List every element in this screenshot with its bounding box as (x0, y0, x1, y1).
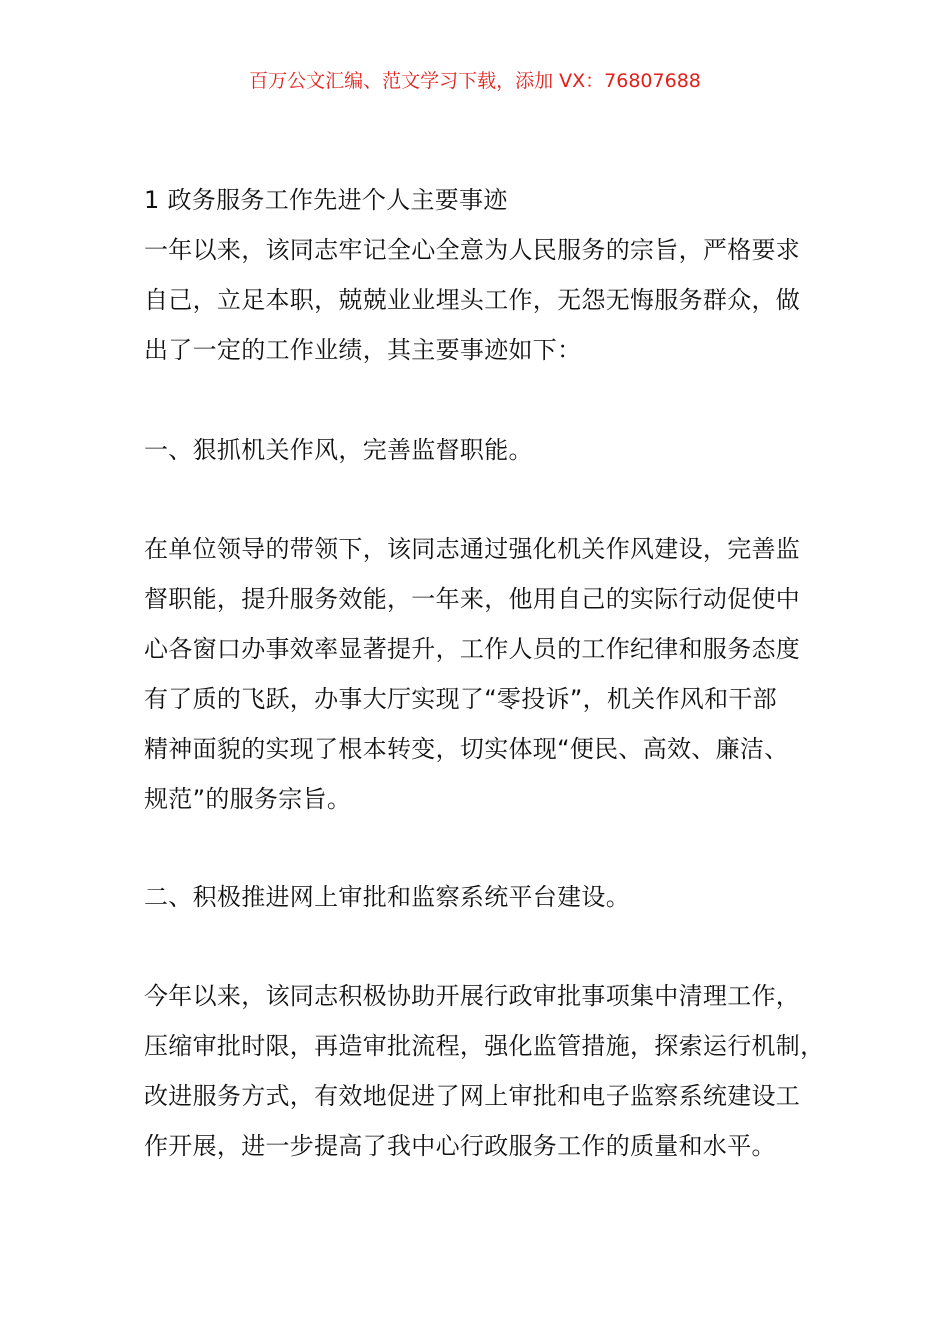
section1-heading-block (144, 425, 812, 475)
intro-line: 自己，立足本职，兢兢业业埋头工作，无怨无悔服务群众，做 (144, 286, 801, 314)
section2-line: 作开展，进一步提高了我中心行政服务工作的质量和水平。 (144, 1132, 776, 1160)
section2-line: 今年以来，该同志积极协助开展行政审批事项集中清理工作， (144, 982, 801, 1010)
section1-line: 在单位领导的带领下，该同志通过强化机关作风建设，完善监 (144, 535, 801, 563)
section1-line: 心各窗口办事效率显著提升，工作人员的工作纪律和服务态度 (144, 635, 801, 663)
section1-paragraph (144, 524, 812, 824)
section2-heading-block (144, 872, 812, 922)
watermark-header: 百万公文汇编、范文学习下载，添加 VX：76807688 (249, 70, 701, 92)
section1-line: 有了质的飞跃，办事大厅实现了“零投诉”，机关作风和干部 (144, 685, 777, 713)
document-title: 1 政务服务工作先进个人主要事迹 (144, 186, 508, 214)
section1-line: 精神面貌的实现了根本转变，切实体现“便民、高效、廉洁、 (144, 735, 789, 763)
section2-paragraph (144, 971, 825, 1171)
section2-heading: 二、积极推进网上审批和监察系统平台建设。 (144, 883, 630, 911)
document-title-block (144, 175, 812, 375)
section2-line: 压缩审批时限，再造审批流程，强化监管措施，探索运行机制， (144, 1032, 825, 1060)
section1-line: 督职能，提升服务效能，一年来，他用自己的实际行动促使中 (144, 585, 801, 613)
section2-line: 改进服务方式，有效地促进了网上审批和电子监察系统建设工 (144, 1082, 801, 1110)
section1-heading: 一、狠抓机关作风，完善监督职能。 (144, 436, 533, 464)
intro-line: 一年以来，该同志牢记全心全意为人民服务的宗旨，严格要求 (144, 236, 801, 264)
section1-line: 规范”的服务宗旨。 (144, 785, 352, 813)
intro-line: 出了一定的工作业绩，其主要事迹如下： (144, 336, 582, 364)
